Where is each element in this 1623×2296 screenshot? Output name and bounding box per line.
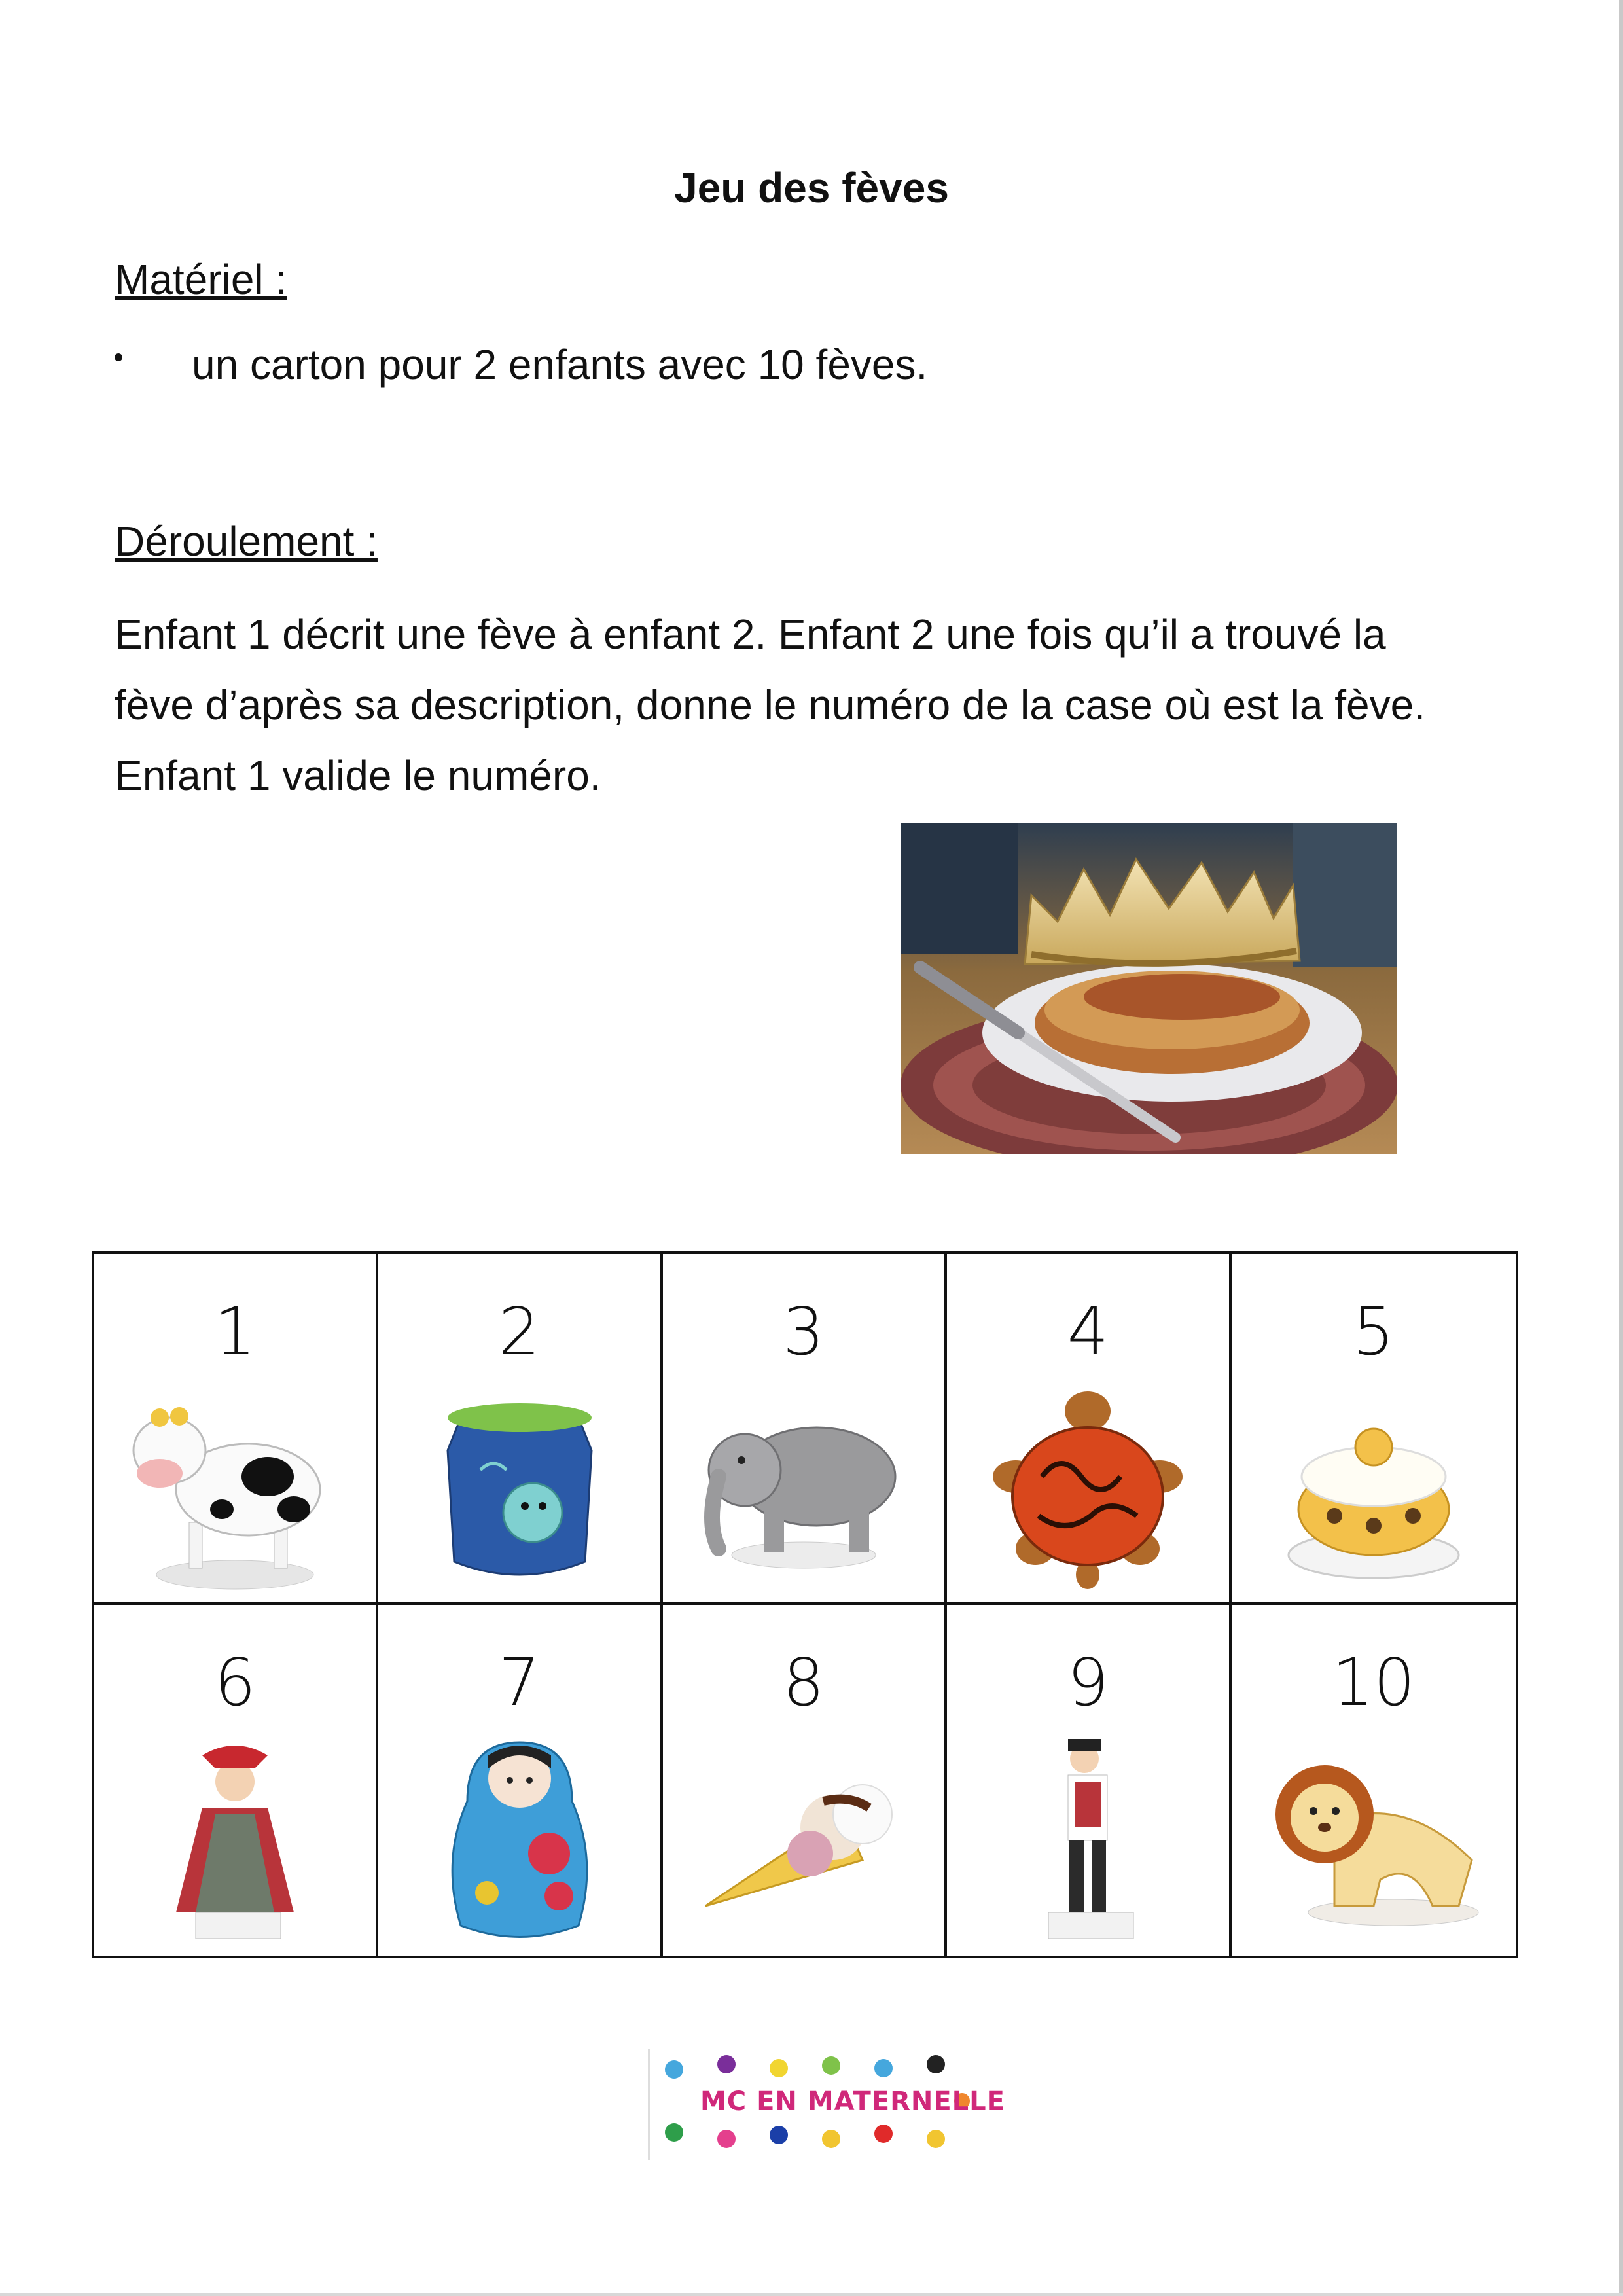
elephant-figurine-icon: [692, 1378, 915, 1594]
figure-cell: [1232, 1254, 1516, 1605]
materiel-item-text: un carton pour 2 enfants avec 10 fèves.: [192, 341, 928, 388]
figure-cell: [947, 1254, 1231, 1605]
figure-cell: [663, 1254, 947, 1605]
page-bottom-edge: [0, 2293, 1623, 2296]
bullet-icon: [115, 353, 122, 361]
figure-cell: [1232, 1605, 1516, 1956]
mc-en-maternelle-logo: [648, 2049, 1005, 2160]
figure-cell: [378, 1605, 662, 1956]
cell-number: 10: [1332, 1644, 1416, 1721]
ice-cream-cone-figurine-icon: [692, 1729, 915, 1945]
matryoshka-figurine-icon: [408, 1729, 631, 1945]
deroulement-heading: Déroulement :: [115, 518, 378, 565]
cell-number: 5: [1352, 1293, 1395, 1370]
galette-crown-photo: [901, 823, 1397, 1154]
cell-number: 2: [498, 1293, 541, 1370]
turtle-figurine-icon: [976, 1378, 1199, 1594]
materiel-heading: Matériel :: [115, 256, 287, 303]
figure-cell: [947, 1605, 1231, 1956]
figures-grid: [92, 1251, 1518, 1958]
figure-cell: [94, 1254, 378, 1605]
cell-number: 9: [1067, 1644, 1109, 1721]
deroulement-paragraph: [115, 599, 1522, 811]
cell-number: 4: [1067, 1293, 1109, 1370]
figure-cell: [94, 1605, 378, 1956]
cell-number: 8: [783, 1644, 825, 1721]
cow-figurine-icon: [124, 1378, 346, 1594]
alsatian-man-figurine-icon: [976, 1729, 1199, 1945]
logo-text: MC EN MATERNELLE: [700, 2087, 1005, 2117]
page-edge: [1619, 0, 1623, 2296]
figure-cell: [663, 1605, 947, 1956]
figure-cell: [378, 1254, 662, 1605]
cell-number: 6: [214, 1644, 256, 1721]
paragraph-line: fève d’après sa description, donne le numéro de la case où est la fève.: [115, 681, 1425, 728]
paragraph-line: Enfant 1 valide le numéro.: [115, 752, 601, 799]
cell-number: 3: [783, 1293, 825, 1370]
lion-figurine-icon: [1262, 1729, 1485, 1945]
galette-photo-icon: [901, 823, 1397, 1154]
cell-number: 1: [214, 1293, 256, 1370]
paragraph-line: Enfant 1 décrit une fève à enfant 2. Enfant 2 une fois qu’il a trouvé la: [115, 611, 1386, 658]
cell-number: 7: [498, 1644, 541, 1721]
cake-figurine-icon: [1262, 1378, 1485, 1594]
page-title: Jeu des fèves: [674, 164, 949, 211]
alsatian-woman-figurine-icon: [124, 1729, 346, 1945]
hedgehog-pot-figurine-icon: [408, 1378, 631, 1594]
